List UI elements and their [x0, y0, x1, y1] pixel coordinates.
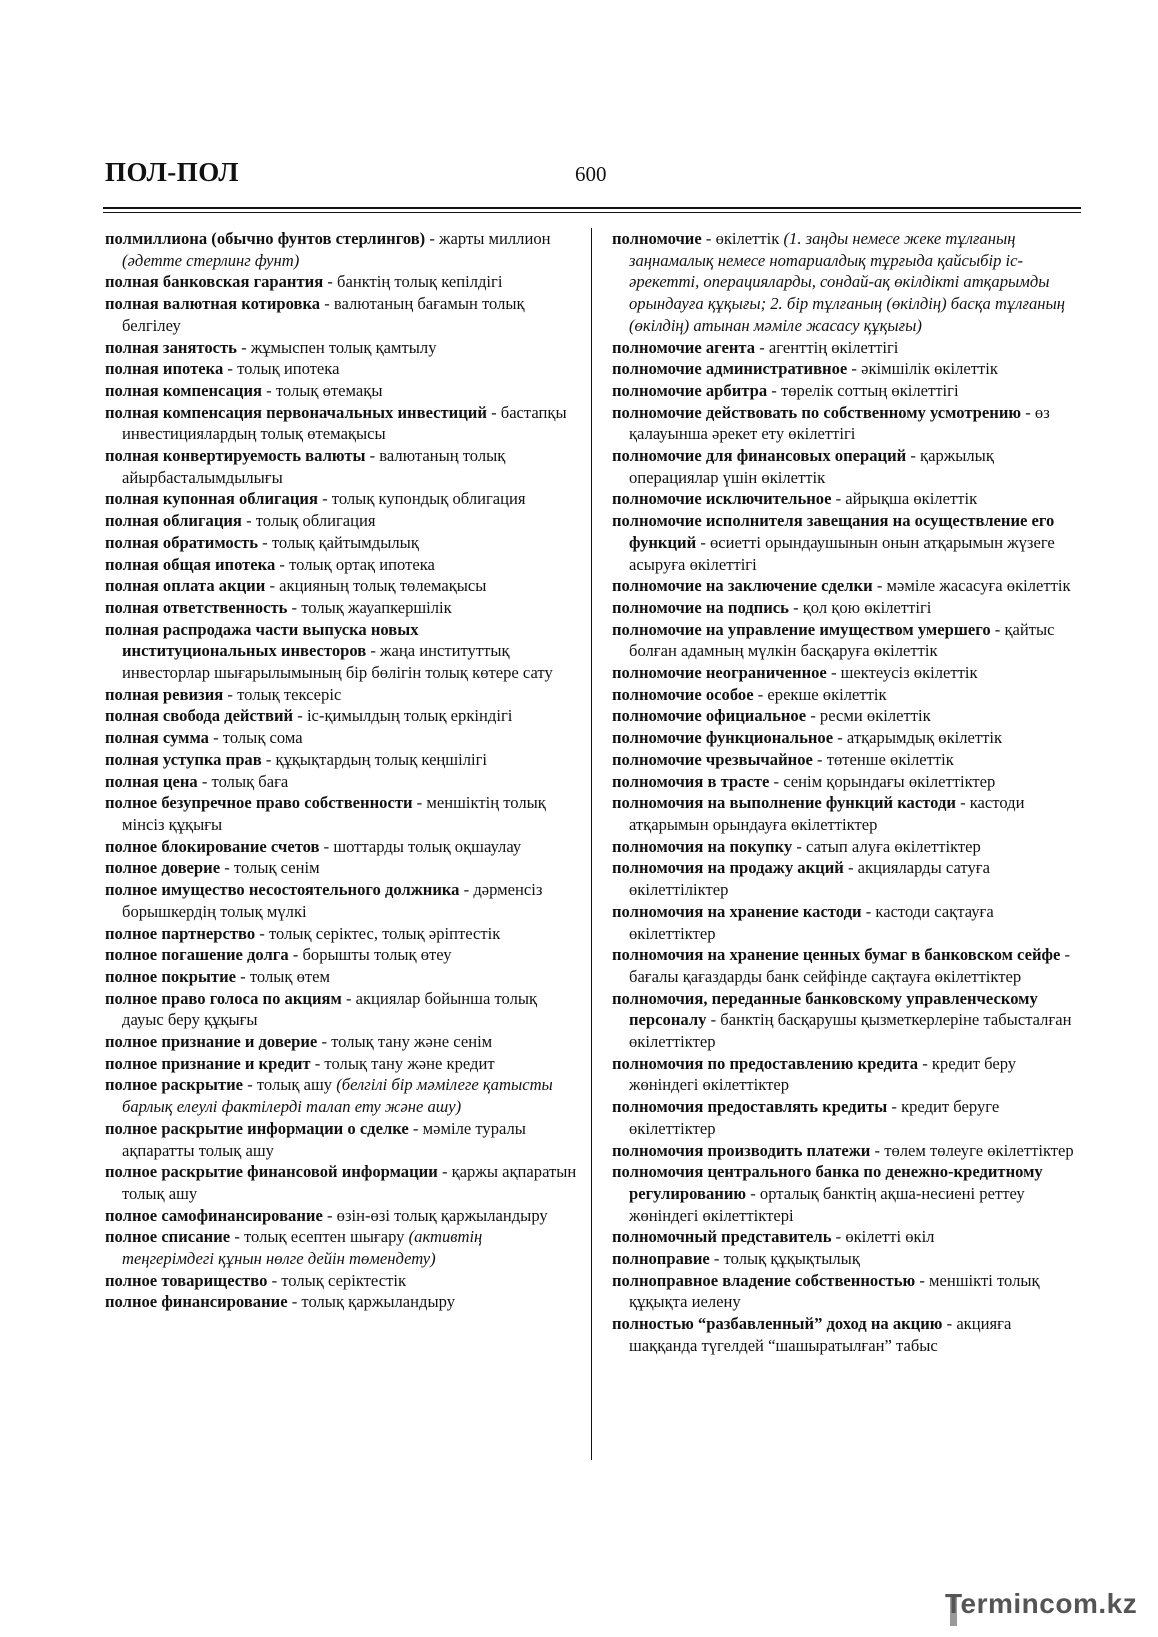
entry-definition: ресми өкілеттік — [819, 706, 931, 726]
entry-note: (1. заңды немесе жеке тұлғаның заңнамалық немесе нотариалдық тұрғыда қайсыбір іс-әрекетті, операцияларды, сондай-ақ өкілдікті атқарымды орындауға құқығы; 2. бір тұлғаның (өкілдің) басқа тұлғаның (өкілдің) атынан мәміле жасасу құқығы) — [629, 229, 1065, 335]
entry-term: полностью “разбавленный” доход на акцию — [612, 1314, 943, 1334]
entry-definition: бастапқы инвестициялардың толық өтемақысы — [122, 402, 567, 444]
entry-separator: - — [241, 511, 256, 531]
dictionary-entry — [105, 1291, 577, 1313]
dictionary-entry — [612, 1096, 1076, 1139]
dictionary-entry — [105, 1161, 577, 1204]
entry-separator: - — [317, 489, 332, 509]
dictionary-entry — [612, 836, 1076, 858]
entry-separator: - — [769, 771, 784, 791]
entry-separator: - — [262, 380, 276, 400]
dictionary-entry — [105, 228, 577, 271]
entry-separator: - — [320, 294, 334, 314]
entry-separator: - — [706, 1010, 721, 1030]
entry-definition: борышты толық өтеу — [302, 945, 452, 965]
entry-separator: - — [1060, 945, 1071, 965]
dictionary-entry — [105, 271, 577, 293]
entry-definition: толық ипотека — [237, 359, 340, 379]
entry-term: полномочие административное — [612, 359, 848, 379]
entry-definition: валютаның бағамын толық белгілеу — [122, 294, 525, 335]
entry-separator: - — [753, 684, 768, 704]
dictionary-entry — [612, 944, 1076, 987]
dictionary-entry — [105, 510, 577, 532]
header-rule-thin — [103, 212, 1081, 213]
entry-separator: - — [258, 532, 272, 552]
entry-separator: - — [287, 597, 302, 617]
entry-separator: - — [322, 1205, 337, 1225]
entry-separator: - — [788, 597, 803, 617]
entry-term: полная свобода действий — [105, 706, 294, 726]
entry-separator: - — [365, 446, 380, 466]
entry-definition: жарты миллион — [439, 229, 551, 248]
entry-term: полное самофинансирование — [105, 1205, 323, 1225]
header-rule — [103, 207, 1081, 209]
entry-term: полномочие особое — [612, 684, 754, 704]
entry-definition: акцияның толық төлемақысы — [279, 576, 487, 596]
dictionary-entry — [105, 575, 577, 597]
entry-separator: - — [425, 229, 440, 248]
entry-term: полная компенсация — [105, 380, 263, 400]
entry-term: полномочие для финансовых операций — [612, 446, 907, 466]
entry-term: полная облигация — [105, 511, 242, 531]
entry-definition: акцияларды сатуға өкілеттіліктер — [629, 858, 990, 900]
entry-definition: агенттің өкілеттігі — [768, 337, 899, 357]
entry-separator: - — [208, 728, 223, 748]
entry-separator: - — [230, 1227, 244, 1247]
entry-term: полная уступка прав — [105, 749, 262, 769]
entry-term: полная конвертируемость валюты — [105, 446, 366, 466]
entry-term: полная купонная облигация — [105, 489, 318, 509]
dictionary-entry — [612, 1313, 1076, 1356]
entry-separator: - — [792, 836, 806, 856]
dictionary-entry — [105, 749, 577, 771]
dictionary-entry — [105, 857, 577, 879]
dictionary-entry — [612, 597, 1076, 619]
dictionary-entry — [105, 1053, 577, 1075]
entry-separator: - — [746, 1183, 760, 1203]
entry-definition: бағалы қағаздарды банк сейфінде сақтауға өкілеттіктер — [629, 966, 1022, 986]
dictionary-entry — [612, 619, 1076, 662]
entry-definition: төлем төлеуге өкілеттіктер — [884, 1140, 1074, 1160]
dictionary-entry — [105, 988, 577, 1031]
entry-definition: толық купондық облигация — [331, 489, 526, 509]
dictionary-entry — [612, 445, 1076, 488]
dictionary-entry — [612, 380, 1076, 402]
dictionary-entry — [612, 771, 1076, 793]
left-column — [105, 228, 577, 1313]
entry-definition: толық қаржыландыру — [301, 1292, 455, 1312]
entry-term: полная банковская гарантия — [105, 272, 324, 292]
dictionary-entry — [105, 684, 577, 706]
entry-definition: акцияға шаққанда түгелдей “шашыратылған” табыс — [629, 1314, 1012, 1355]
entry-term: полномочие неограниченное — [612, 663, 827, 683]
entry-term: полномочие на подпись — [612, 597, 789, 617]
entry-term: полная сумма — [105, 728, 209, 748]
entry-separator: - — [942, 1314, 957, 1334]
entry-term: полная оплата акции — [105, 576, 266, 596]
entry-term: полная занятость — [105, 337, 237, 357]
entry-definition: қаржылық операциялар үшін өкілеттік — [629, 446, 994, 487]
entry-term: полное признание и доверие — [105, 1032, 318, 1052]
entry-definition: банктің басқарушы қызметкерлеріне табысталған өкілеттіктер — [629, 1010, 1072, 1052]
entry-separator: - — [261, 749, 276, 769]
entry-definition: толық тану және сенім — [331, 1032, 493, 1052]
entry-term: полное партнерство — [105, 923, 256, 943]
dictionary-entry — [612, 228, 1076, 337]
entry-separator: - — [990, 619, 1005, 639]
entry-term: полное раскрытие финансовой информации — [105, 1162, 438, 1182]
entry-definition: айрықша өкілеттік — [845, 489, 978, 509]
dictionary-entry — [105, 923, 577, 945]
entry-term: полная обратимость — [105, 532, 259, 552]
entry-term: полное признание и кредит — [105, 1053, 311, 1073]
dictionary-entry — [105, 1031, 577, 1053]
entry-separator: - — [287, 1292, 302, 1312]
entry-separator: - — [319, 836, 334, 856]
dictionary-entry — [612, 1248, 1076, 1270]
dictionary-entry — [105, 944, 577, 966]
entry-term: полное право голоса по акциям — [105, 988, 342, 1008]
entry-definition: кастоди сақтауға өкілеттіктер — [629, 901, 994, 943]
entry-definition: толық жауапкершілік — [301, 597, 452, 617]
entry-term: полномочие арбитра — [612, 380, 768, 400]
entry-separator: - — [412, 793, 427, 813]
entry-separator: - — [288, 945, 303, 965]
dictionary-entry — [612, 337, 1076, 359]
entry-term: полномочия на продажу акций — [612, 858, 844, 878]
dictionary-entry — [105, 597, 577, 619]
entry-separator: - — [275, 554, 290, 574]
dictionary-entry — [105, 1074, 577, 1117]
entry-separator: - — [826, 663, 841, 683]
entry-separator: - — [317, 1032, 332, 1052]
entry-term: полное списание — [105, 1227, 231, 1247]
dictionary-entry — [612, 1140, 1076, 1162]
entry-term: полное товарищество — [105, 1270, 268, 1290]
entry-definition: төтенше өкілеттік — [826, 749, 954, 769]
column-divider — [591, 228, 592, 1460]
site-logo[interactable]: Termincom.kz — [945, 1588, 1138, 1619]
dictionary-entry — [105, 488, 577, 510]
entry-separator: - — [709, 1249, 724, 1269]
entry-separator: - — [366, 641, 381, 661]
entry-term: полномочие исключительное — [612, 489, 832, 509]
entry-term: полное доверие — [105, 858, 221, 878]
entry-definition: толық ортақ ипотека — [289, 554, 435, 574]
entry-term: полномочия центрального банка по денежно-кредитному регулированию — [612, 1162, 1043, 1203]
entry-definition: толық тексеріс — [237, 684, 342, 704]
entry-term: полномочия на выполнение функций кастоди — [612, 793, 956, 813]
entry-separator: - — [833, 728, 847, 748]
entry-definition: сатып алуға өкілеттіктер — [806, 836, 981, 856]
entry-definition: шектеусіз өкілеттік — [840, 663, 978, 683]
dictionary-entry — [105, 1270, 577, 1292]
entry-term: полное раскрытие — [105, 1075, 244, 1095]
entry-term: полмиллиона (обычно фунтов стерлингов) — [105, 229, 426, 248]
entry-term: полная общая ипотека — [105, 554, 276, 574]
entry-definition: мәміле туралы ақпаратты толық ашу — [122, 1118, 526, 1160]
dictionary-entry — [105, 358, 577, 380]
entry-term: полное погашение долга — [105, 945, 289, 965]
entry-separator: - — [906, 446, 921, 466]
entry-term: полномочия в трасте — [612, 771, 770, 791]
entry-definition: толық өтемақы — [275, 380, 383, 400]
entry-term: полномочия производить платежи — [612, 1140, 871, 1160]
dictionary-entry — [612, 1161, 1076, 1226]
entry-definition: қайтыс болған адамның мүлкін басқаруға өкілеттік — [629, 619, 1055, 661]
entry-definition: өз қалауынша әрекет ету өкілеттігі — [629, 402, 1050, 444]
entry-separator: - — [861, 901, 876, 921]
dictionary-entry — [105, 792, 577, 835]
entry-term: полномочие исполнителя завещания на осуществление его функций — [612, 511, 1055, 552]
dictionary-entry — [105, 532, 577, 554]
entry-term: полная ревизия — [105, 684, 224, 704]
entry-separator: - — [236, 966, 250, 986]
entry-separator: - — [1021, 402, 1035, 422]
entry-term: полное финансирование — [105, 1292, 288, 1312]
entry-definition: атқарымдық өкілеттік — [846, 728, 1003, 748]
entry-definition: мәміле жасасуға өкілеттік — [886, 576, 1071, 596]
entry-term: полномочный представитель — [612, 1227, 832, 1247]
dictionary-entry — [612, 727, 1076, 749]
entry-separator: - — [812, 749, 827, 769]
entry-definition: меншіктің толық мінсіз құқығы — [122, 793, 546, 834]
entry-separator: - — [872, 576, 887, 596]
dictionary-entry — [105, 445, 577, 488]
dictionary-entry — [105, 554, 577, 576]
entry-term: полномочие — [612, 229, 702, 248]
entry-note: (әдетте стерлинг фунт) — [122, 250, 300, 270]
entry-definition: толық есептен шығару — [244, 1227, 405, 1247]
entry-definition: банктің толық кепілдігі — [337, 272, 503, 292]
entry-term: полная цена — [105, 771, 198, 791]
entry-definition: сенім қорындағы өкілеттіктер — [783, 771, 996, 791]
dictionary-entry — [105, 705, 577, 727]
entry-definition: іс-қимылдың толық еркіндігі — [306, 706, 513, 726]
dictionary-entry — [612, 402, 1076, 445]
dictionary-entry — [612, 857, 1076, 900]
entry-separator: - — [459, 880, 474, 900]
entry-term: полномочие функциональное — [612, 728, 834, 748]
entry-definition: толық сенім — [233, 858, 320, 878]
entry-term: полномочия предоставлять кредиты — [612, 1097, 888, 1117]
entry-definition: толық серіктес, толық әріптестік — [268, 923, 501, 943]
entry-term: полномочие действовать по собственному усмотрению — [612, 402, 1022, 422]
entry-term: полномочия на хранение ценных бумаг в банковском сейфе — [612, 945, 1061, 965]
entry-separator: - — [236, 337, 251, 357]
entry-term: полноправное владение собственностью — [612, 1270, 916, 1290]
entry-separator: - — [486, 402, 501, 422]
entry-definition: меншікті толық құқықта иелену — [629, 1270, 1040, 1312]
entry-note: (активтің теңгерімдегі құнын нөлге дейін төмендету) — [122, 1227, 483, 1269]
entry-separator: - — [701, 229, 716, 248]
entry-separator: - — [843, 858, 858, 878]
entry-note: (белгілі бір мәмілеге қатысты барлық елеулі фактілерді талап ету және ашу) — [122, 1075, 553, 1117]
dictionary-entry — [612, 1226, 1076, 1248]
entry-definition: жаңа институттық инвесторлар шығарылымының бір бөлігін толық көтере сату — [122, 641, 553, 683]
entry-term: полная распродажа части выпуска новых институциональных инвесторов — [105, 619, 419, 661]
entry-separator: - — [323, 272, 338, 292]
entry-separator: - — [831, 1227, 846, 1247]
dictionary-entry — [105, 966, 577, 988]
dictionary-entry — [612, 1053, 1076, 1096]
dictionary-entry — [105, 402, 577, 445]
entry-separator: - — [955, 793, 970, 813]
dictionary-entry — [612, 662, 1076, 684]
dictionary-entry — [612, 684, 1076, 706]
entry-separator: - — [847, 359, 862, 379]
entry-term: полное имущество несостоятельного должника — [105, 880, 460, 900]
entry-term: полномочие агента — [612, 337, 756, 357]
entry-separator: - — [223, 359, 238, 379]
entry-definition: валютаның толық айырбасталымдылығы — [122, 446, 506, 487]
dictionary-entry — [105, 380, 577, 402]
entry-definition: қол қою өкілеттігі — [802, 597, 932, 617]
entry-term: полномочие официальное — [612, 706, 807, 726]
entry-separator: - — [265, 576, 280, 596]
entry-term: полномочие на управление имуществом умершего — [612, 619, 991, 639]
entry-definition: төрелік соттың өкілеттігі — [780, 380, 959, 400]
entry-term: полная валютная котировка — [105, 294, 321, 314]
entry-definition: өкілеттік — [715, 229, 780, 248]
entry-definition: толық серіктестік — [281, 1270, 407, 1290]
entry-term: полная компенсация первоначальных инвестиций — [105, 402, 487, 422]
page-header-title: ПОЛ-ПОЛ — [105, 157, 240, 187]
dictionary-entry — [105, 619, 577, 684]
entry-term: полномочия по предоставлению кредита — [612, 1053, 919, 1073]
entry-separator: - — [267, 1270, 282, 1290]
dictionary-entry — [612, 792, 1076, 835]
dictionary-entry — [612, 488, 1076, 510]
entry-term: полное безупречное право собственности — [105, 793, 413, 813]
entry-definition: шоттарды толық оқшаулау — [333, 836, 522, 856]
entry-definition: өкілетті өкіл — [845, 1227, 935, 1247]
entry-term: полномочия на покупку — [612, 836, 793, 856]
dictionary-entry — [612, 358, 1076, 380]
entry-definition: дәрменсіз борышкердің толық мүлкі — [122, 880, 543, 921]
entry-definition: акциялар бойынша толық дауыс беру құқығы — [122, 988, 538, 1030]
entry-term: полномочие на заключение сделки — [612, 576, 873, 596]
entry-separator: - — [918, 1053, 932, 1073]
entry-separator: - — [310, 1053, 325, 1073]
entry-separator: - — [293, 706, 307, 726]
entry-definition: кредит беруге өкілеттіктер — [629, 1097, 1000, 1138]
entry-term: полномочия, переданные банковскому управленческому персоналу — [612, 988, 1038, 1030]
dictionary-entry — [612, 575, 1076, 597]
entry-term: полномочия на хранение кастоди — [612, 901, 862, 921]
entry-term: полное блокирование счетов — [105, 836, 320, 856]
entry-definition: өсиетті орындаушынын онын атқарымын жүзеге асыруға өкілеттігі — [629, 532, 1055, 574]
dictionary-entry — [612, 988, 1076, 1053]
dictionary-entry — [105, 293, 577, 336]
entry-separator: - — [437, 1162, 452, 1182]
entry-separator: - — [255, 923, 269, 943]
entry-separator: - — [767, 380, 781, 400]
dictionary-entry — [105, 1226, 577, 1269]
dictionary-entry — [612, 749, 1076, 771]
entry-definition: өзін-өзі толық қаржыландыру — [336, 1205, 548, 1225]
dictionary-entry — [612, 510, 1076, 575]
entry-definition: толық ашу — [256, 1075, 333, 1095]
dictionary-entry — [105, 1205, 577, 1227]
entry-separator: - — [831, 489, 846, 509]
entry-term: полная ответственность — [105, 597, 288, 617]
dictionary-entry — [612, 901, 1076, 944]
page-number: 600 — [575, 162, 607, 186]
entry-separator: - — [197, 771, 212, 791]
entry-separator: - — [341, 988, 356, 1008]
entry-definition: әкімшілік өкілеттік — [861, 359, 998, 379]
entry-definition: толық сома — [222, 728, 303, 748]
entry-term: полное раскрытие информации о сделке — [105, 1118, 409, 1138]
entry-definition: орталық банктің ақша-несиені реттеу жөніндегі өкілеттіктері — [629, 1183, 1025, 1225]
entry-term: полное покрытие — [105, 966, 236, 986]
entry-definition: жұмыспен толық қамтылу — [250, 337, 437, 357]
dictionary-entry — [105, 771, 577, 793]
entry-separator: - — [915, 1270, 929, 1290]
entry-definition: толық құқықтылық — [723, 1249, 860, 1269]
entry-term: полномочие чрезвычайное — [612, 749, 813, 769]
entry-definition: толық облигация — [255, 511, 376, 531]
dictionary-entry — [105, 836, 577, 858]
entry-term: полная ипотека — [105, 359, 224, 379]
entry-separator: - — [755, 337, 769, 357]
entry-separator: - — [870, 1140, 885, 1160]
entry-definition: қаржы ақпаратын толық ашу — [122, 1162, 577, 1203]
entry-definition: құқықтардың толық кеңшілігі — [275, 749, 488, 769]
entry-separator: - — [408, 1118, 423, 1138]
dictionary-entry — [105, 879, 577, 922]
entry-definition: толық қайтымдылық — [271, 532, 419, 552]
entry-definition: ерекше өкілеттік — [767, 684, 887, 704]
dictionary-entry — [105, 337, 577, 359]
entry-separator: - — [887, 1097, 902, 1117]
entry-definition: толық баға — [211, 771, 289, 791]
dictionary-entry — [105, 727, 577, 749]
entry-definition: толық тану және кредит — [324, 1053, 495, 1073]
entry-definition: кастоди атқарымын орындауға өкілеттіктер — [629, 793, 1025, 834]
entry-separator: - — [696, 532, 710, 552]
dictionary-entry — [612, 705, 1076, 727]
entry-separator: - — [220, 858, 234, 878]
dictionary-entry — [612, 1270, 1076, 1313]
entry-definition: кредит беру жөніндегі өкілеттіктер — [629, 1053, 1017, 1095]
entry-separator: - — [243, 1075, 257, 1095]
right-column — [612, 228, 1076, 1357]
entry-definition: толық өтем — [249, 966, 330, 986]
entry-separator: - — [806, 706, 820, 726]
entry-separator: - — [223, 684, 238, 704]
dictionary-entry — [105, 1118, 577, 1161]
entry-term: полноправие — [612, 1249, 710, 1269]
